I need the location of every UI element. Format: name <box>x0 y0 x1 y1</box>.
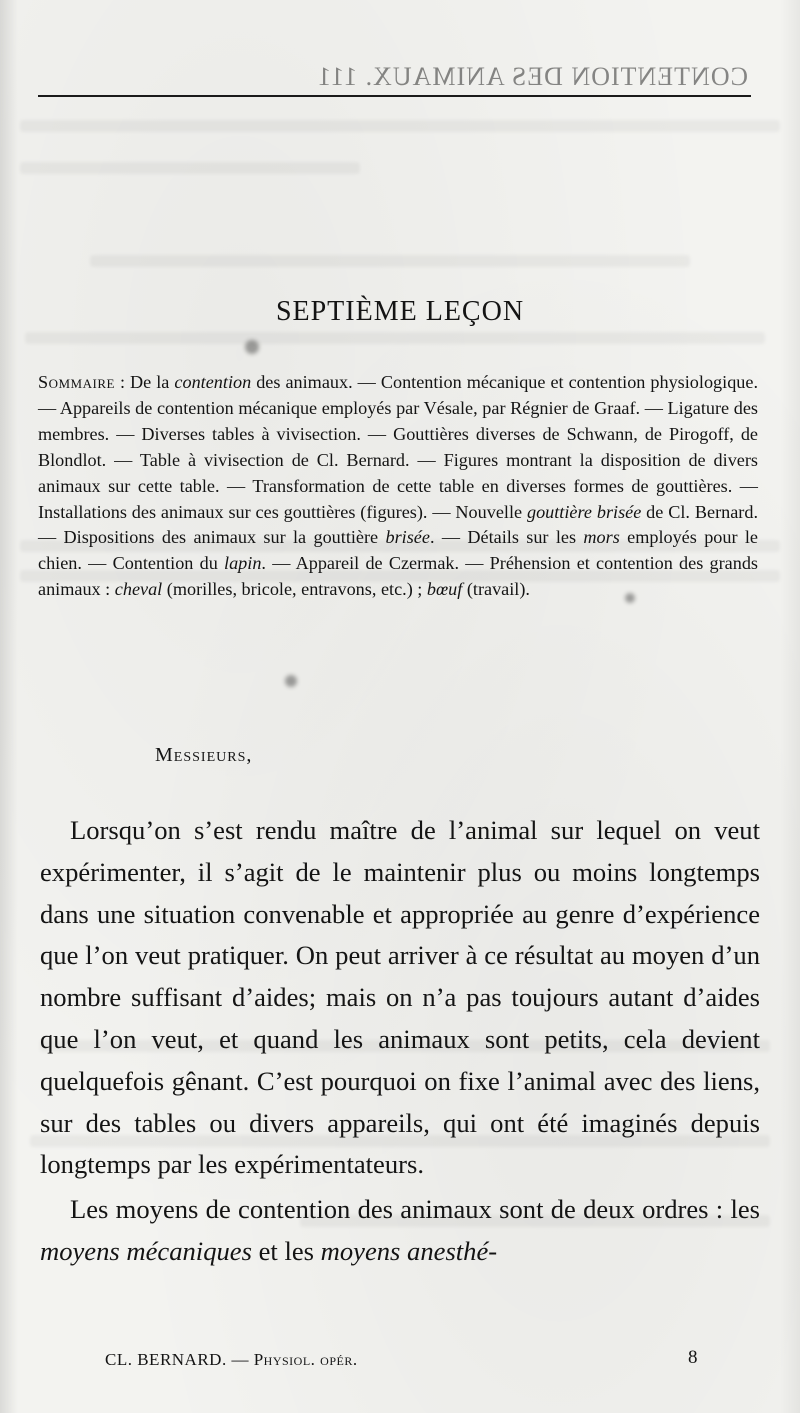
italic-text-run: brisée <box>385 527 430 548</box>
text-run: employés pour le chien. — Contention du <box>38 527 759 574</box>
chapter-summary <box>38 370 758 603</box>
footer-text: CL. BERNARD. — Physiol. opér. <box>105 1350 358 1369</box>
italic-text-run: bœuf <box>426 579 463 600</box>
body-paragraph <box>40 1189 760 1273</box>
header-rule <box>38 95 751 97</box>
italic-text-run: moyens anesthé- <box>320 1235 498 1266</box>
body-paragraph <box>40 810 760 1186</box>
text-run: et les <box>251 1235 321 1266</box>
italic-text-run: cheval <box>114 579 163 600</box>
ink-speck <box>285 675 297 687</box>
text-run: Lorsqu’on s’est rendu maître de l’animal sur lequel on veut expérimenter, il s’agit de le maintenir plus ou moins longtemps dans une situation convenable et appropriée au genre d’expérience que l’on veut pratiquer. On peut arriver à ce résultat au moyen d’un nombre suffisant d’aides; mais on n’a pas toujours autant d’aides que l’on veut, et quand les animaux sont petits, cela devient quelquefois gênant. C’est pourquoi on fixe l’animal avec des liens, sur des tables ou divers appareils, qui ont été imaginés depuis longtemps par les expérimentateurs. <box>40 815 760 1180</box>
text-run: . — Détails sur les <box>429 527 584 548</box>
italic-text-run: moyens mécaniques <box>40 1235 252 1266</box>
chapter-title: SEPTIÈME LEÇON <box>275 295 525 327</box>
text-run: Les moyens de contention des animaux sont de deux ordres : les <box>70 1194 760 1225</box>
salutation: Messieurs, <box>155 744 253 766</box>
summary-label: Sommaire <box>38 372 115 392</box>
footer-signature <box>105 1350 358 1370</box>
text-run: (travail). <box>462 579 530 600</box>
text-run: : De la <box>114 372 175 392</box>
italic-text-run: mors <box>583 527 620 548</box>
text-run: (morilles, bricole, entravons, etc.) ; <box>162 579 427 600</box>
text-run: . — Appareil de Czermak. — Préhension et contention des grands animaux : <box>38 553 759 600</box>
signature-number: 8 <box>688 1347 698 1368</box>
italic-text-run: gouttière brisée <box>526 501 642 522</box>
summary-text <box>38 372 758 599</box>
text-run: de Cl. Bernard. — Dispositions des animaux sur la gouttière <box>38 501 758 548</box>
italic-text-run: lapin <box>224 553 262 574</box>
italic-text-run: contention <box>174 372 252 392</box>
text-run: des animaux. — Contention mécanique et contention physiologique. — Appareils de contention mécanique employés par Vésale, par Régnier de Graaf. — Ligature des membres. — Diverses tables à vivisection. — Gouttières diverses de Schwann, de Pirogoff, de Blondlot. — Table à vivisection de Cl. Bernard. — Figures montrant la disposition de divers animaux sur cette table. — Transformation de cette table en diverses formes de gouttières. — Installations des animaux sur ces gouttières (figures). — Nouvelle <box>38 372 759 522</box>
body-text <box>40 810 760 1273</box>
ink-speck <box>245 340 259 354</box>
running-header-mirrored: CONTENTION DES ANIMAUX. 111 <box>317 62 748 91</box>
